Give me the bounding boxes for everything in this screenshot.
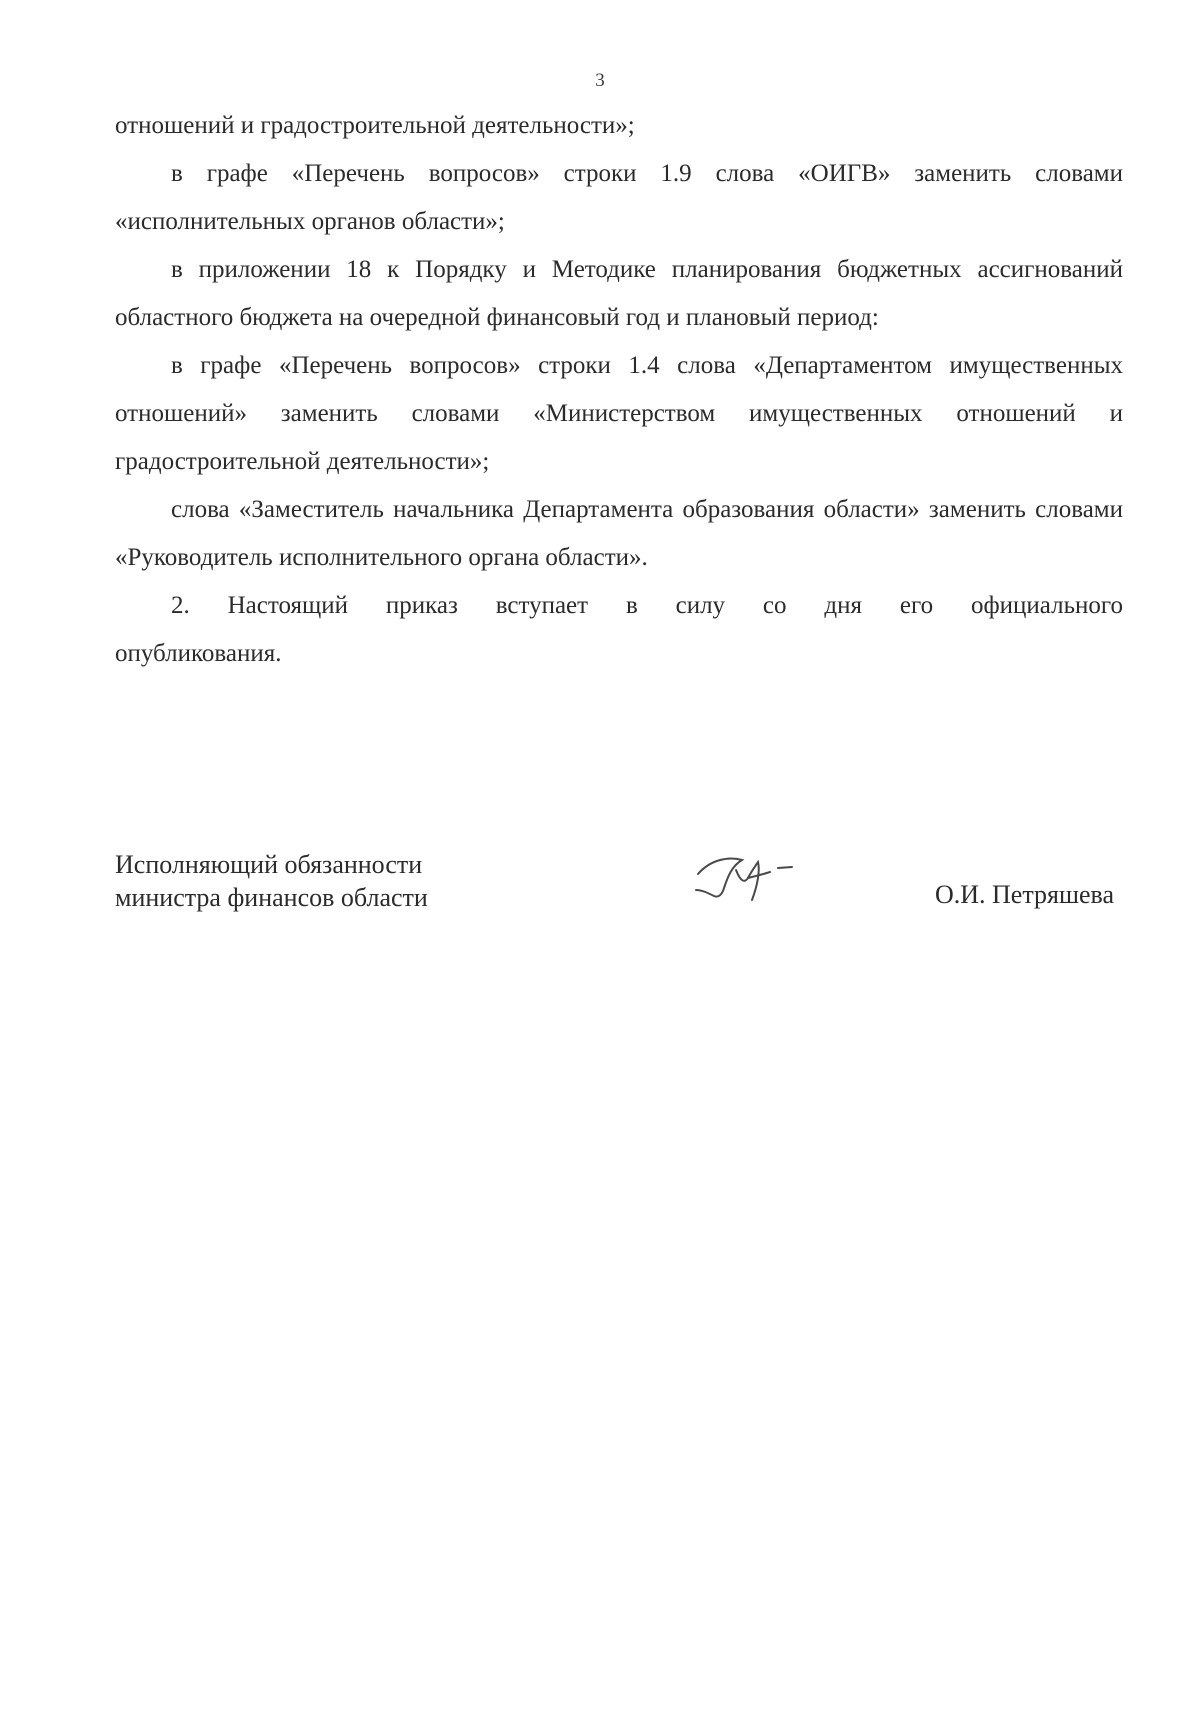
paragraph-item: слова «Заместитель начальника Департамента образования области» заменить словами «Руководитель исполнительного органа области».	[115, 496, 1123, 571]
paragraph-item: в приложении 18 к Порядку и Методике планирования бюджетных ассигнований областного бюджета на очередной финансовый год и плановый период:	[115, 256, 1123, 331]
handwritten-signature	[688, 840, 808, 910]
paragraph-continuation: отношений и градостроительной деятельности»;	[115, 112, 635, 139]
paragraph-item: в графе «Перечень вопросов» строки 1.4 слова «Департаментом имущественных отношений» заменить словами «Министерством имущественных отношений и градостроительной деятельности»;	[115, 352, 1123, 475]
signatory-name: О.И. Петряшева	[934, 880, 1114, 909]
document-body	[115, 102, 1123, 678]
page-number: 3	[595, 70, 605, 91]
signatory-position-line: министра финансов области	[115, 883, 428, 912]
signatory-position-line: Исполняющий обязанности	[115, 850, 423, 879]
paragraph-item: в графе «Перечень вопросов» строки 1.9 слова «ОИГВ» заменить словами «исполнительных органов области»;	[115, 160, 1123, 235]
paragraph-numbered: 2. Настоящий приказ вступает в силу со дня его официального опубликования.	[115, 592, 1123, 667]
signatory-position	[115, 848, 428, 914]
